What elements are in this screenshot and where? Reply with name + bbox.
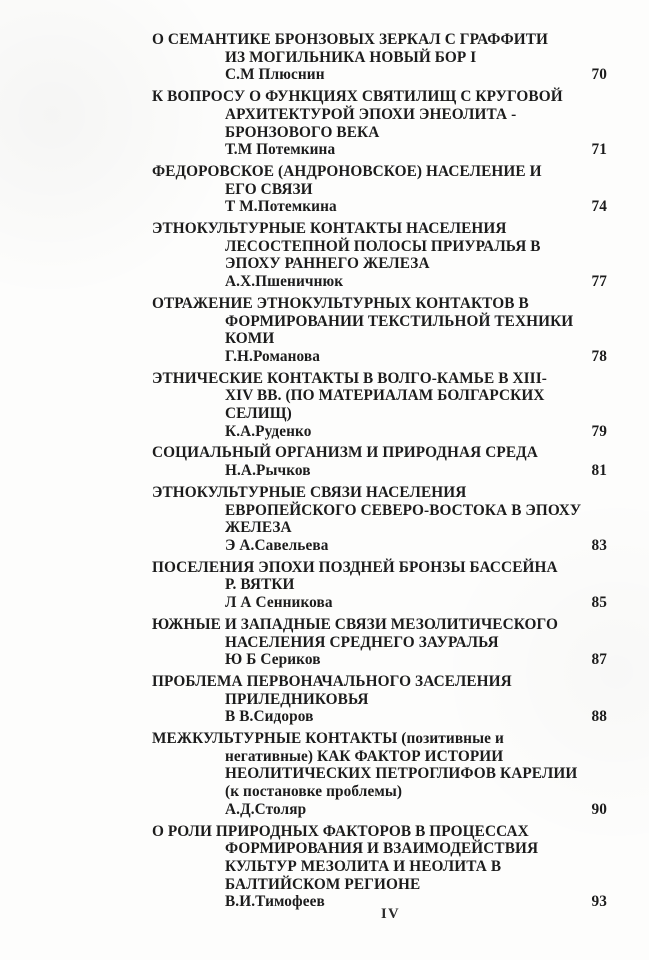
entry-title-line: ПОСЕЛЕНИЯ ЭПОХИ ПОЗДНЕЙ БРОНЗЫ БАССЕЙНА <box>152 558 558 576</box>
entry-byline <box>152 66 607 84</box>
entry-page-number: 70 <box>591 66 607 84</box>
entry-title-line: НЕОЛИТИЧЕСКИХ ПЕТРОГЛИФОВ КАРЕЛИИ <box>225 765 578 783</box>
entry-title <box>152 88 607 141</box>
entry-page-number: 77 <box>591 273 607 291</box>
toc-entry <box>152 444 607 479</box>
entry-author: С.М Плюснин <box>225 66 325 84</box>
entry-title-line: К ВОПРОСУ О ФУНКЦИЯХ СВЯТИЛИЩ С КРУГОВОЙ <box>152 88 563 106</box>
entry-page-number: 83 <box>591 536 607 554</box>
entry-title-line: ОТРАЖЕНИЕ ЭТНОКУЛЬТУРНЫХ КОНТАКТОВ В <box>152 294 529 312</box>
entry-title-line: КОМИ <box>225 330 275 348</box>
entry-page-number: 81 <box>591 462 607 480</box>
entry-author: В В.Сидоров <box>225 708 314 726</box>
entry-author: А.Х.Пшеничнюк <box>225 273 344 291</box>
entry-title-line: ЮЖНЫЕ И ЗАПАДНЫЕ СВЯЗИ МЕЗОЛИТИЧЕСКОГО <box>152 615 559 633</box>
entry-title <box>152 730 607 801</box>
entry-title-line: ЭПОХУ РАННЕГО ЖЕЛЕЗА <box>225 255 430 273</box>
entry-title <box>152 673 607 708</box>
toc-entry <box>152 88 607 159</box>
entry-page-number: 74 <box>591 198 607 216</box>
entry-title <box>152 823 607 894</box>
entry-title-line: негативные) КАК ФАКТОР ИСТОРИИ <box>225 747 504 765</box>
entry-title-line: ПРИЛЕДНИКОВЬЯ <box>225 690 369 708</box>
entry-title-line: НАСЕЛЕНИЯ СРЕДНЕГО ЗАУРАЛЬЯ <box>225 633 499 651</box>
entry-title-line: ЛЕСОСТЕПНОЙ ПОЛОСЫ ПРИУРАЛЬЯ В <box>225 237 541 255</box>
entry-author: А.Д.Столяр <box>225 800 307 818</box>
entry-byline <box>152 141 607 159</box>
toc-entry <box>152 484 607 555</box>
toc-entry <box>152 163 607 216</box>
toc-entry <box>152 31 607 84</box>
entry-title-line: ЭТНИЧЕСКИЕ КОНТАКТЫ В ВОЛГО-КАМЬЕ В XIII- <box>152 369 547 387</box>
entry-title-line: (к постановке проблемы) <box>225 783 403 801</box>
entry-author: Т.М Потемкина <box>225 141 336 159</box>
entry-page-number: 85 <box>591 594 607 612</box>
entry-title-line: ФОРМИРОВАНИИ ТЕКСТИЛЬНОЙ ТЕХНИКИ <box>225 312 574 330</box>
entry-title-line: XIV ВВ. (ПО МАТЕРИАЛАМ БОЛГАРСКИХ <box>225 387 545 405</box>
entry-byline <box>152 348 607 366</box>
page-folio: IV <box>380 906 401 922</box>
entry-title-line: СЕЛИЩ) <box>225 405 292 423</box>
toc-list <box>152 31 607 915</box>
entry-author: Л А Сенникова <box>225 594 333 612</box>
entry-byline <box>152 651 607 669</box>
entry-title <box>152 559 607 594</box>
entry-title-line: О СЕМАНТИКЕ БРОНЗОВЫХ ЗЕРКАЛ С ГРАФФИТИ <box>152 31 549 48</box>
entry-title-line: ЭТНОКУЛЬТУРНЫЕ СВЯЗИ НАСЕЛЕНИЯ <box>152 483 467 501</box>
entry-title-line: БАЛТИЙСКОМ РЕГИОНЕ <box>225 875 421 893</box>
entry-title-line: БРОНЗОВОГО ВЕКА <box>225 123 380 141</box>
toc-entry <box>152 616 607 669</box>
entry-title-line: СОЦИАЛЬНЫЙ ОРГАНИЗМ И ПРИРОДНАЯ СРЕДА <box>152 444 538 462</box>
entry-title <box>152 220 607 273</box>
entry-title-line: ЖЕЛЕЗА <box>225 519 292 537</box>
entry-title <box>152 31 607 66</box>
entry-byline <box>152 708 607 726</box>
toc-entry <box>152 559 607 612</box>
toc-entry <box>152 823 607 912</box>
toc-entry <box>152 370 607 441</box>
entry-title-line: ФОРМИРОВАНИЯ И ВЗАИМОДЕЙСТВИЯ <box>225 840 539 858</box>
entry-title-line: МЕЖКУЛЬТУРНЫЕ КОНТАКТЫ (позитивные и <box>152 730 504 748</box>
entry-title-line: КУЛЬТУР МЕЗОЛИТА И НЕОЛИТА В <box>225 857 502 875</box>
entry-title <box>152 163 607 198</box>
entry-title <box>152 295 607 348</box>
entry-byline <box>152 462 607 480</box>
toc-entry <box>152 295 607 366</box>
entry-byline <box>152 198 607 216</box>
entry-title <box>152 444 607 462</box>
entry-byline <box>152 594 607 612</box>
entry-page-number: 88 <box>591 708 607 726</box>
entry-title-line: ИЗ МОГИЛЬНИКА НОВЫЙ БОР I <box>225 48 477 66</box>
entry-page-number: 71 <box>591 141 607 159</box>
entry-page-number: 93 <box>591 893 607 911</box>
entry-author: Ю Б Сериков <box>225 651 321 669</box>
entry-page-number: 87 <box>591 651 607 669</box>
entry-page-number: 90 <box>591 800 607 818</box>
entry-author: Э А.Савельева <box>225 536 329 554</box>
entry-title-line: АРХИТЕКТУРОЙ ЭПОХИ ЭНЕОЛИТА - <box>225 105 517 123</box>
entry-title <box>152 370 607 423</box>
entry-author: Г.Н.Романова <box>225 347 321 365</box>
entry-author: К.А.Руденко <box>225 422 312 440</box>
entry-title-line: Р. ВЯТКИ <box>225 576 295 594</box>
entry-title-line: ФЕДОРОВСКОЕ (АНДРОНОВСКОЕ) НАСЕЛЕНИЕ И <box>152 162 542 180</box>
entry-author: Т М.Потемкина <box>225 198 337 216</box>
entry-byline <box>152 537 607 555</box>
entry-title-line: ЕГО СВЯЗИ <box>225 180 313 198</box>
entry-byline <box>152 273 607 291</box>
entry-author: В.И.Тимофеев <box>225 893 325 911</box>
entry-page-number: 79 <box>591 422 607 440</box>
entry-title-line: ЕВРОПЕЙСКОГО СЕВЕРО-ВОСТОКА В ЭПОХУ <box>225 501 582 519</box>
entry-byline <box>152 801 607 819</box>
entry-author: Н.А.Рычков <box>225 462 311 480</box>
entry-title-line: ЭТНОКУЛЬТУРНЫЕ КОНТАКТЫ НАСЕЛЕНИЯ <box>152 220 507 238</box>
toc-entry <box>152 673 607 726</box>
entry-page-number: 78 <box>591 347 607 365</box>
entry-byline <box>152 423 607 441</box>
entry-title-line: О РОЛИ ПРИРОДНЫХ ФАКТОРОВ В ПРОЦЕССАХ <box>152 822 529 840</box>
toc-entry <box>152 730 607 819</box>
toc-entry <box>152 220 607 291</box>
entry-title-line: ПРОБЛЕМА ПЕРВОНАЧАЛЬНОГО ЗАСЕЛЕНИЯ <box>152 672 512 690</box>
entry-title <box>152 616 607 651</box>
entry-title <box>152 484 607 537</box>
